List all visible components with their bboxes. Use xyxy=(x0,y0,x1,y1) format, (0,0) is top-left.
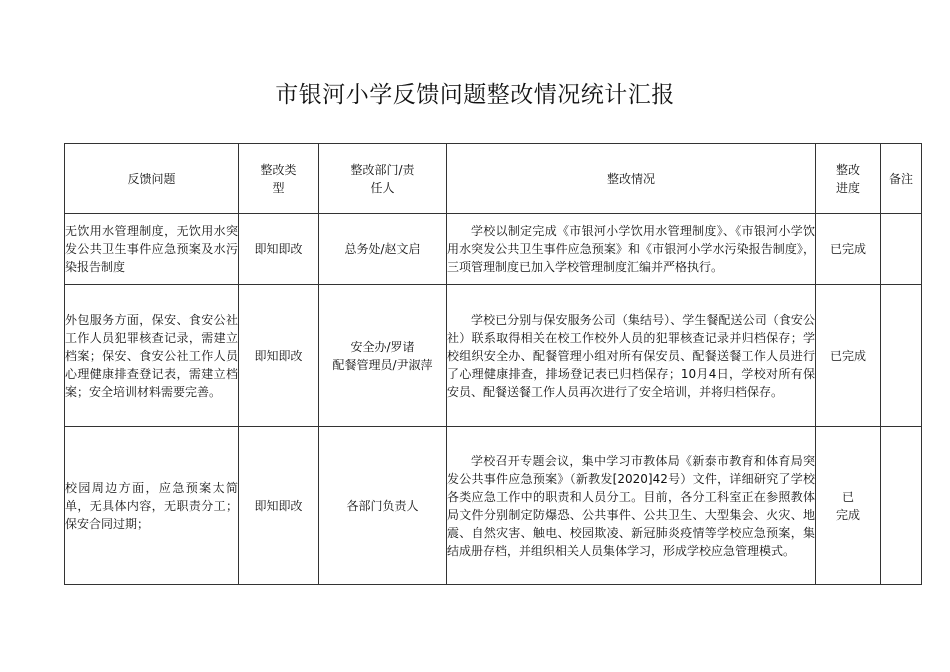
table-row xyxy=(65,285,922,427)
header-type-line1: 整改类 xyxy=(260,162,297,177)
header-dept xyxy=(319,144,447,214)
row-progress xyxy=(816,214,881,285)
row-type: 即知即改 xyxy=(239,214,319,285)
row-type: 即知即改 xyxy=(239,427,319,585)
row-remark xyxy=(881,427,922,585)
header-remark: 备注 xyxy=(881,144,922,214)
row-remark xyxy=(881,214,922,285)
header-progress-line2: 进度 xyxy=(835,180,860,195)
row-progress xyxy=(816,427,881,585)
row-detail: 学校以制定完成《市银河小学饮用水管理制度》、《市银河小学饮用水突发公共卫生事件应急预案》和《市银河小学水污染报告制度》，三项管理制度已加入学校管理制度汇编并严格执行。 xyxy=(447,214,816,285)
row-dept xyxy=(319,285,447,427)
row-detail: 学校召开专题会议，集中学习市教体局《新泰市教育和体育局突发公共事件应急预案》（新教发[2020]42号）文件，详细研究了学校各类应急工作中的职责和人员分工。目前，各分工科室正在参照教体局文件分别制定防爆恐、公共事件、公共卫生、大型集会、火灾、地震、自然灾害、触电、校园欺凌、新冠肺炎疫情等学校应急预案，集结成册存档，并组织相关人员集体学习，形成学校应急管理模式。 xyxy=(447,427,816,585)
row-dept-line1: 总务处/赵文启 xyxy=(344,242,421,256)
row-progress-line1: 已完成 xyxy=(829,242,866,256)
row-progress-line1: 已完成 xyxy=(829,348,866,363)
row-remark xyxy=(881,285,922,427)
header-issue: 反馈问题 xyxy=(65,144,239,214)
header-dept-line1: 整改部门/责 xyxy=(350,162,415,177)
row-dept xyxy=(319,427,447,585)
row-dept-line1: 安全办/罗诸 xyxy=(350,339,415,354)
header-row xyxy=(65,144,922,214)
row-type: 即知即改 xyxy=(239,285,319,427)
header-type xyxy=(239,144,319,214)
row-dept-line1: 各部门负责人 xyxy=(346,498,419,513)
row-progress-line1: 已 xyxy=(841,489,854,504)
document-title: 市银河小学反馈问题整改情况统计汇报 xyxy=(275,82,675,108)
row-issue: 无饮用水管理制度，无饮用水突发公共卫生事件应急预案及水污染报告制度 xyxy=(65,214,239,285)
rectification-table xyxy=(64,143,922,585)
row-dept-line2: 配餐管理员/尹淑萍 xyxy=(332,357,433,372)
row-issue: 校园周边方面，应急预案太简单，无具体内容，无职责分工；保安合同过期； xyxy=(65,427,239,585)
row-dept xyxy=(319,214,447,285)
header-dept-line2: 任人 xyxy=(370,180,395,195)
row-issue: 外包服务方面，保安、食安公社工作人员犯罪核查记录，需建立档案；保安、食安公社工作人员心理健康排查登记表，需建立档案；安全培训材料需要完善。 xyxy=(65,285,239,427)
row-progress xyxy=(816,285,881,427)
header-type-line2: 型 xyxy=(272,180,285,195)
table-row xyxy=(65,427,922,585)
header-progress-line1: 整改 xyxy=(835,162,860,177)
header-detail: 整改情况 xyxy=(447,144,816,214)
table-row xyxy=(65,214,922,285)
row-progress-line2: 完成 xyxy=(835,507,860,522)
header-progress xyxy=(816,144,881,214)
row-detail: 学校已分别与保安服务公司（集结号）、学生餐配送公司（食安公社）联系取得相关在校工作校外人员的犯罪核查记录并归档保存；学校组织安全办、配餐管理小组对所有保安员、配餐送餐工作人员进行了心理健康排查，排场登记表已归档保存；10月4日，学校对所有保安员、配餐送餐工作人员再次进行了安全培训，并将归档保存。 xyxy=(447,285,816,427)
